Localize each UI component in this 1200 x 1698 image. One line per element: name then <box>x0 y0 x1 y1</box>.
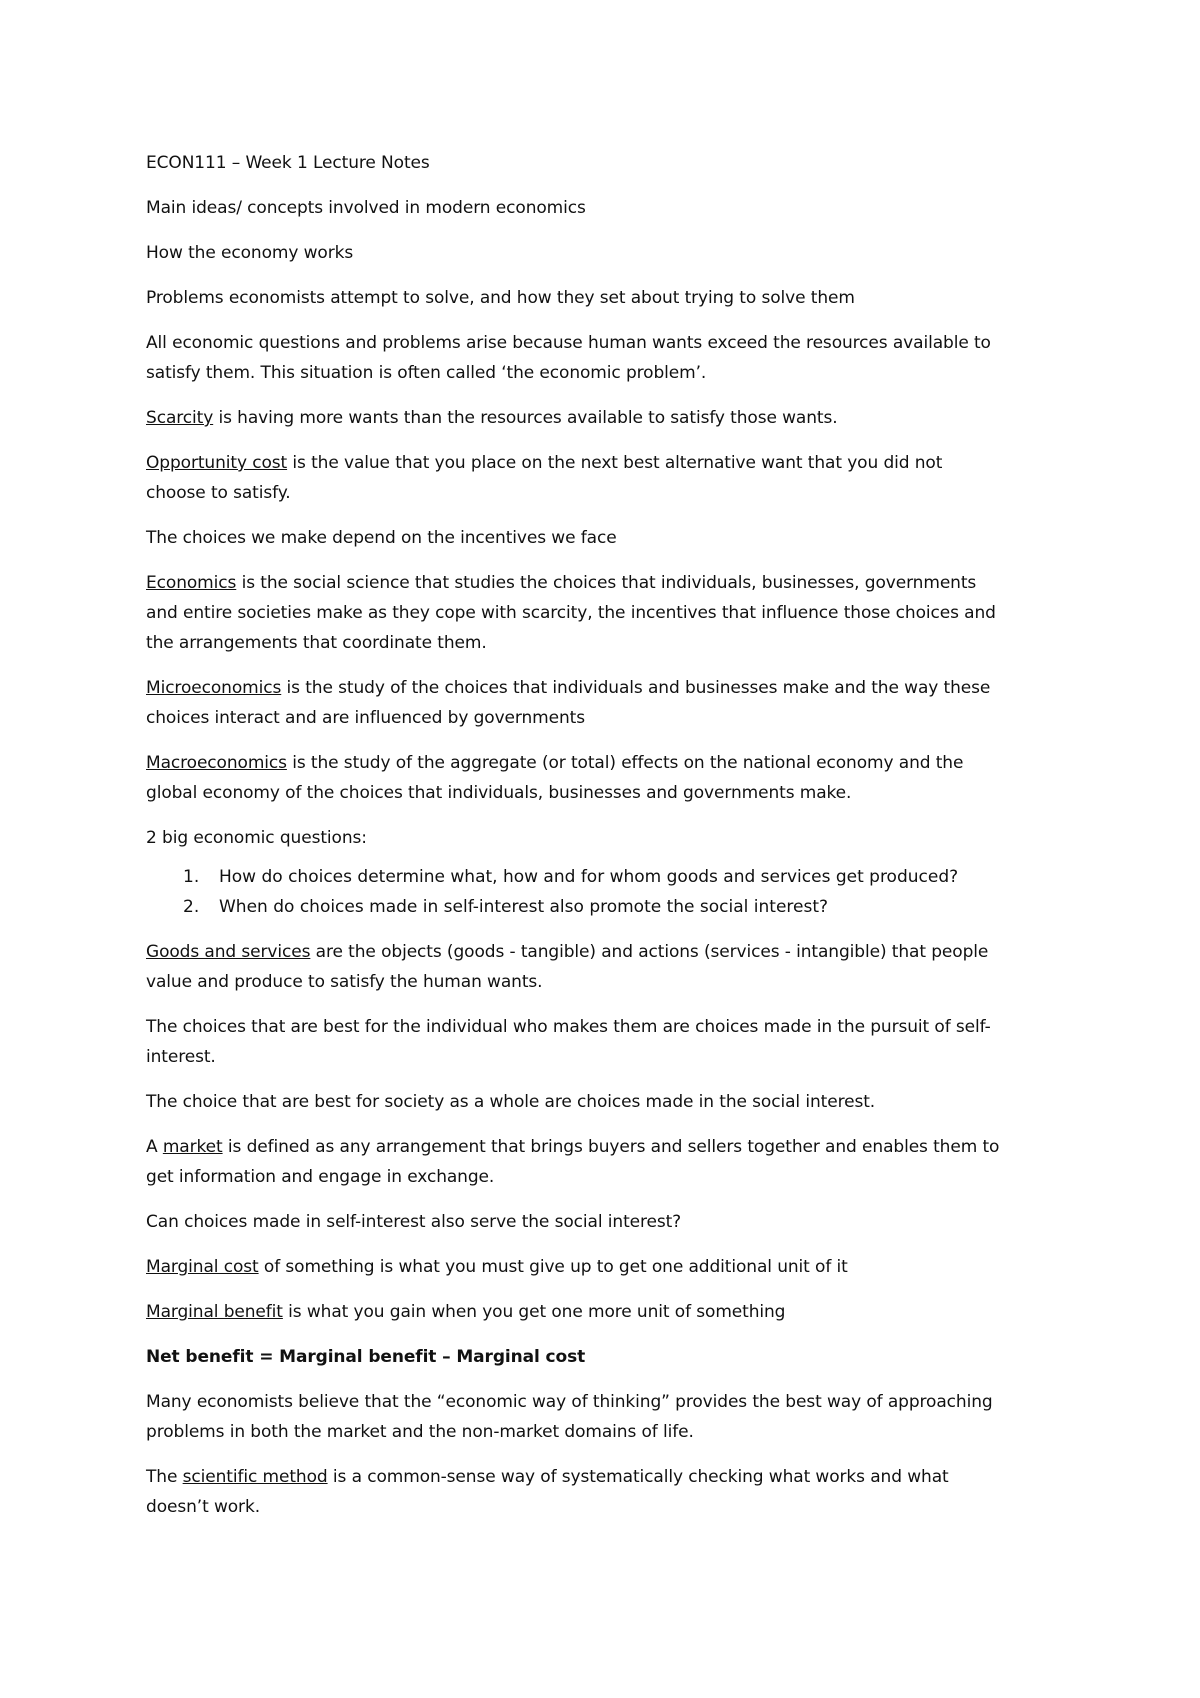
microeconomics-definition-line-1: is the study of the choices that individuals and businesses make and the way these <box>281 678 991 698</box>
definition-macroeconomics <box>146 748 1066 808</box>
definition-market <box>146 1132 1066 1192</box>
scarcity-definition: is having more wants than the resources available to satisfy those wants. <box>213 408 838 428</box>
economic-problem-line-1: All economic questions and problems arise because human wants exceed the resources available to <box>146 333 991 353</box>
goods-definition-line-2: value and produce to satisfy the human wants. <box>146 972 543 992</box>
document-title: ECON111 – Week 1 Lecture Notes <box>146 153 430 173</box>
list-item <box>146 862 1066 892</box>
paragraph-main-ideas: Main ideas/ concepts involved in modern economics <box>146 198 586 218</box>
paragraph-economic-way-of-thinking <box>146 1387 1066 1447</box>
economics-definition-line-3: the arrangements that coordinate them. <box>146 633 487 653</box>
scientific-definition-line-2: doesn’t work. <box>146 1497 260 1517</box>
term-marginal-benefit: Marginal benefit <box>146 1302 283 1322</box>
definition-goods-and-services <box>146 937 1066 997</box>
definition-scarcity <box>146 403 1066 433</box>
term-microeconomics: Microeconomics <box>146 678 282 698</box>
list-item-number: 2. <box>183 897 200 917</box>
term-marginal-cost: Marginal cost <box>146 1257 259 1277</box>
definition-scientific-method <box>146 1462 1066 1522</box>
self-interest-line-1: The choices that are best for the individual who makes them are choices made in the pursuit of self- <box>146 1017 991 1037</box>
macroeconomics-definition-line-1: is the study of the aggregate (or total) effects on the national economy and the <box>286 753 964 773</box>
definition-opportunity-cost <box>146 448 1066 508</box>
paragraph-questions-intro: 2 big economic questions: <box>146 828 367 848</box>
paragraph-economic-problem <box>146 328 1066 388</box>
definition-marginal-benefit <box>146 1297 1066 1327</box>
term-opportunity-cost: Opportunity cost <box>146 453 288 473</box>
economic-problem-line-2: satisfy them. This situation is often called ‘the economic problem’. <box>146 363 707 383</box>
market-prefix: A <box>146 1137 163 1157</box>
opportunity-cost-definition-line-1: is the value that you place on the next best alternative want that you did not <box>287 453 943 473</box>
paragraph-self-interest <box>146 1012 1066 1072</box>
list-item-text: How do choices determine what, how and for whom goods and services get produced? <box>219 867 959 887</box>
definition-marginal-cost <box>146 1252 1066 1282</box>
market-definition-line-2: get information and engage in exchange. <box>146 1167 495 1187</box>
opportunity-cost-definition-line-2: choose to satisfy. <box>146 483 291 503</box>
term-scientific-method: scientific method <box>182 1467 328 1487</box>
paragraph-can-choices: Can choices made in self-interest also serve the social interest? <box>146 1212 682 1232</box>
paragraph-how-economy-works: How the economy works <box>146 243 354 263</box>
market-definition-line-1: is defined as any arrangement that brings buyers and sellers together and enables them to <box>222 1137 1000 1157</box>
thinking-line-2: problems in both the market and the non-market domains of life. <box>146 1422 694 1442</box>
scientific-definition-line-1: is a common-sense way of systematically checking what works and what <box>327 1467 949 1487</box>
macroeconomics-definition-line-2: global economy of the choices that individuals, businesses and governments make. <box>146 783 852 803</box>
term-goods-and-services: Goods and services <box>146 942 311 962</box>
paragraph-incentives: The choices we make depend on the incentives we face <box>146 528 617 548</box>
questions-list <box>146 862 1066 922</box>
economics-definition-line-2: and entire societies make as they cope with scarcity, the incentives that influence those choices and <box>146 603 996 623</box>
term-scarcity: Scarcity <box>146 408 214 428</box>
list-item-number: 1. <box>183 867 200 887</box>
document-page <box>146 148 1066 1537</box>
paragraph-problems: Problems economists attempt to solve, and how they set about trying to solve them <box>146 288 855 308</box>
term-macroeconomics: Macroeconomics <box>146 753 287 773</box>
paragraph-social-interest: The choice that are best for society as a whole are choices made in the social interest. <box>146 1092 876 1112</box>
definition-microeconomics <box>146 673 1066 733</box>
marginal-cost-definition: of something is what you must give up to get one additional unit of it <box>258 1257 848 1277</box>
self-interest-line-2: interest. <box>146 1047 216 1067</box>
marginal-benefit-definition: is what you gain when you get one more unit of something <box>282 1302 786 1322</box>
definition-economics <box>146 568 1066 658</box>
scientific-prefix: The <box>146 1467 183 1487</box>
economics-definition-line-1: is the social science that studies the choices that individuals, businesses, governments <box>236 573 977 593</box>
microeconomics-definition-line-2: choices interact and are influenced by governments <box>146 708 586 728</box>
list-item <box>146 892 1066 922</box>
net-benefit-formula: Net benefit = Marginal benefit – Marginal cost <box>146 1347 586 1367</box>
thinking-line-1: Many economists believe that the “economic way of thinking” provides the best way of approaching <box>146 1392 993 1412</box>
list-item-text: When do choices made in self-interest also promote the social interest? <box>219 897 829 917</box>
term-market: market <box>162 1137 223 1157</box>
goods-definition-line-1: are the objects (goods - tangible) and actions (services - intangible) that people <box>310 942 989 962</box>
term-economics: Economics <box>146 573 237 593</box>
